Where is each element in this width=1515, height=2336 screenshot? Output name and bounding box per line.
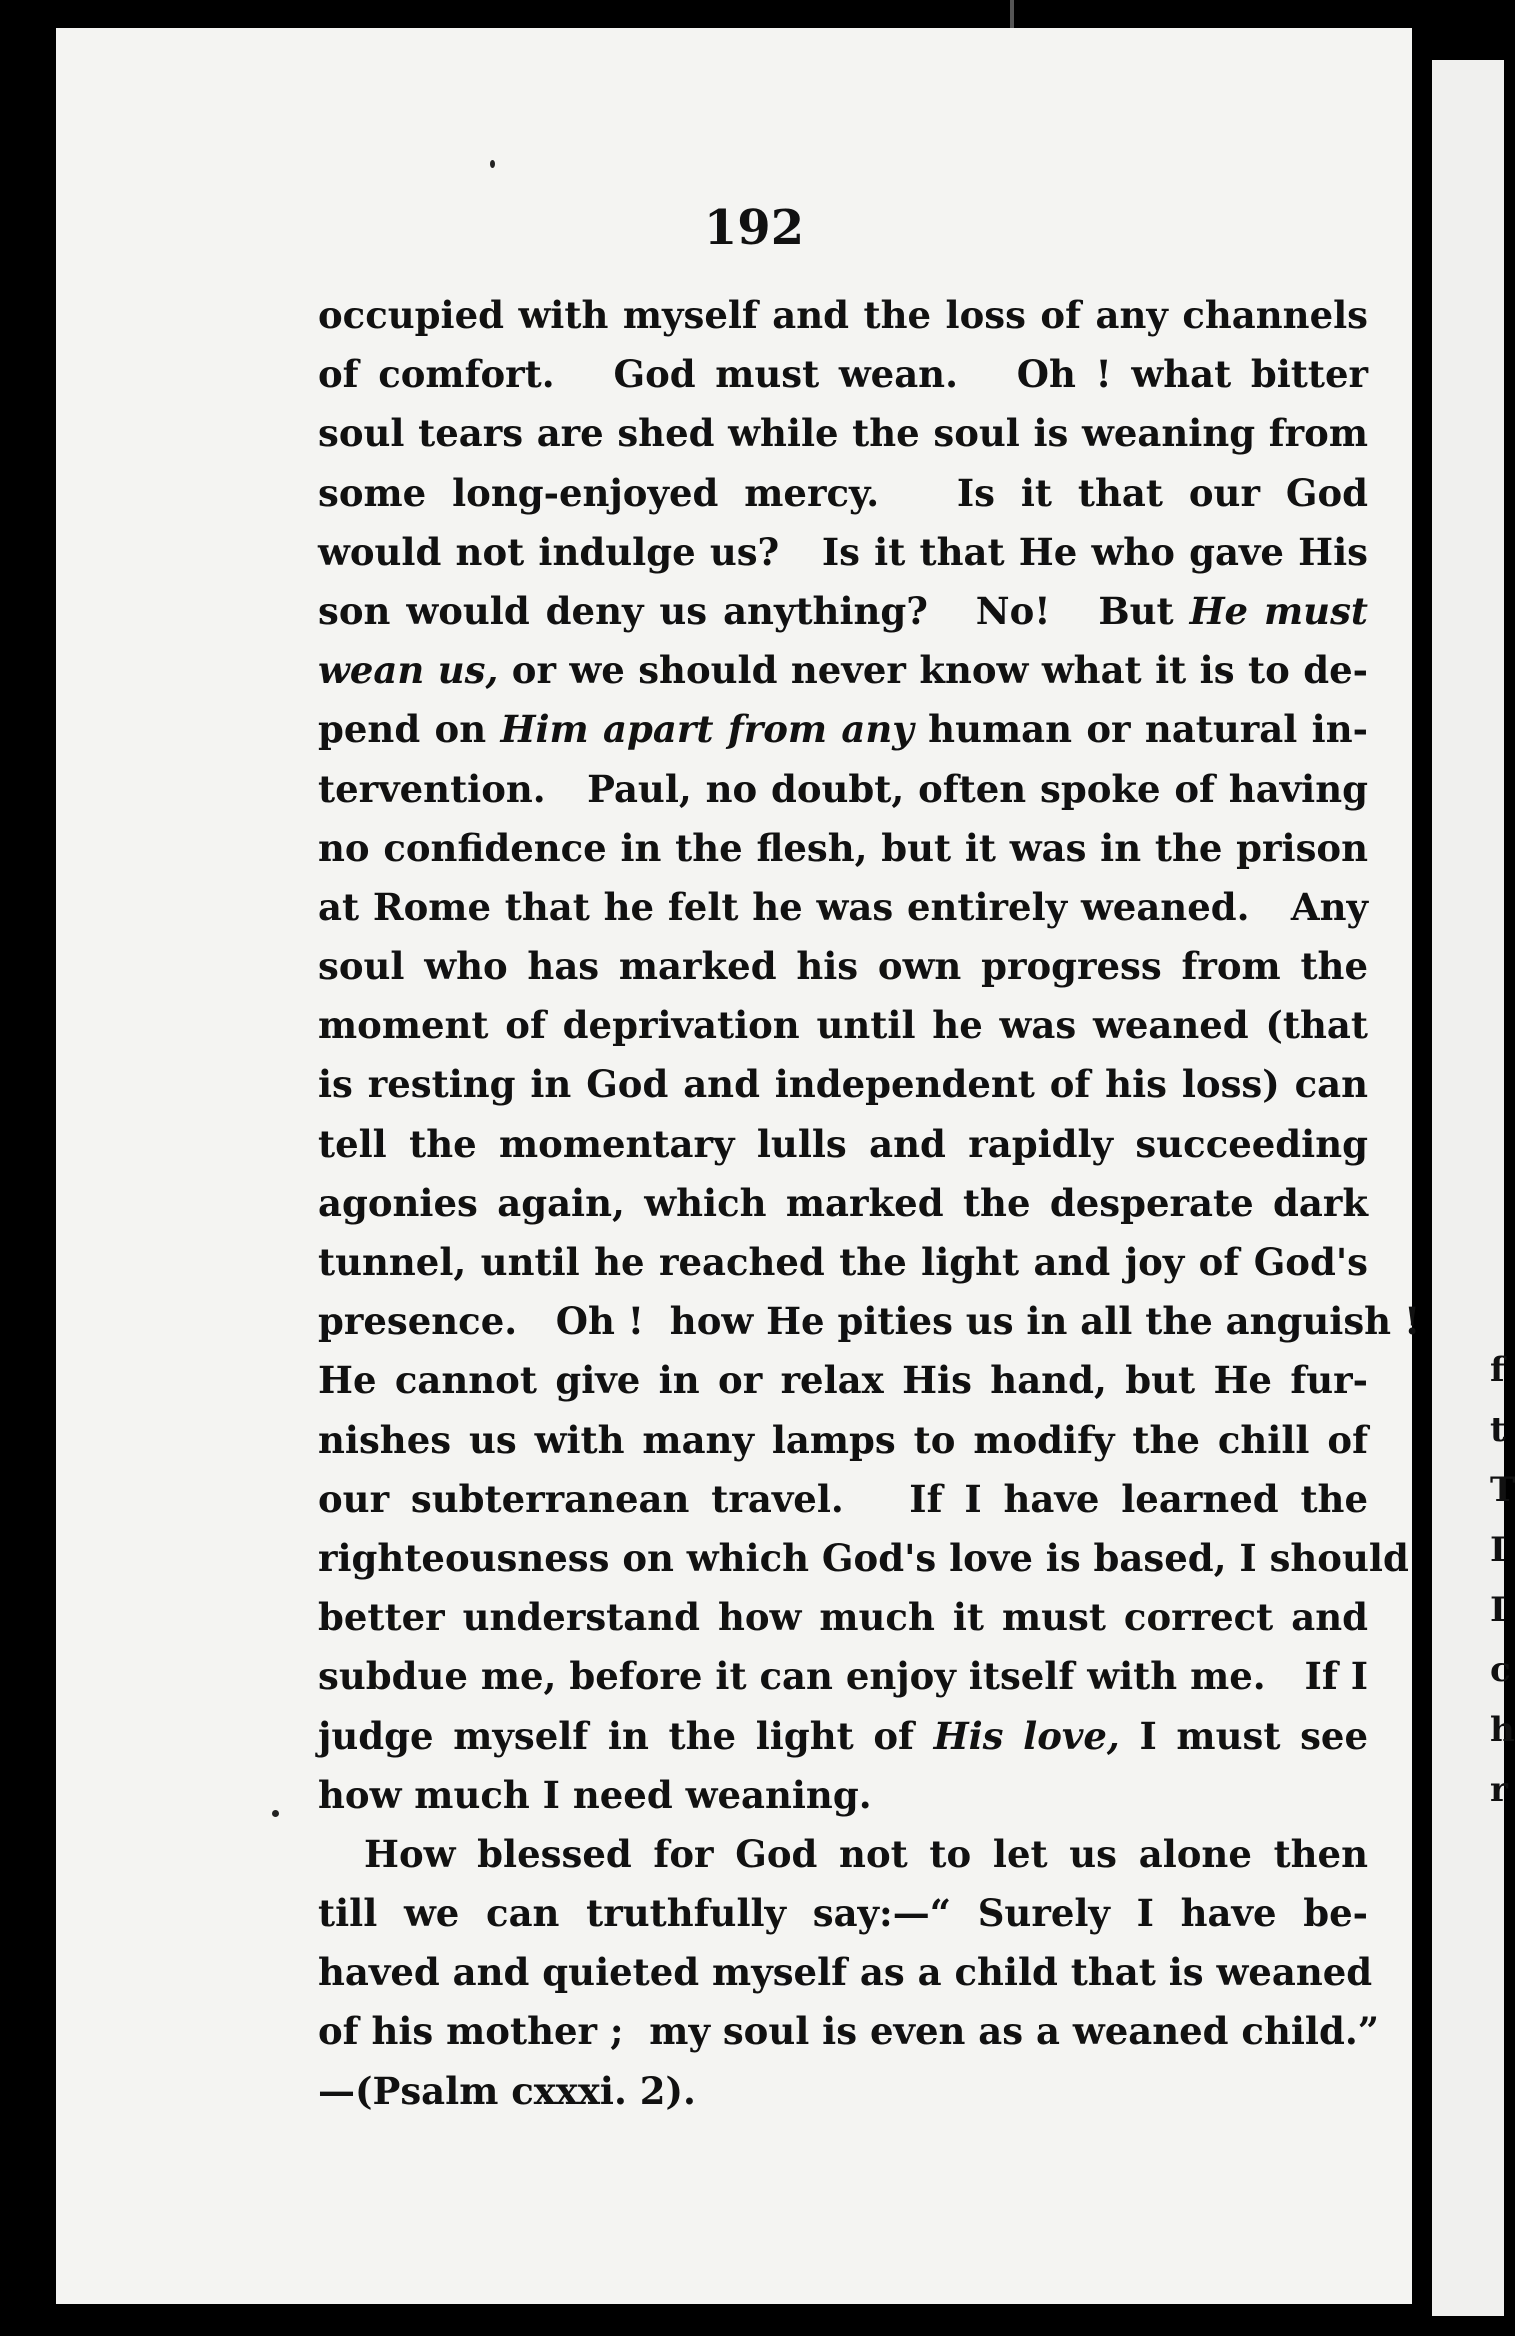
text-segment: tell the momentary lulls and rapidly succeeding (318, 1121, 1368, 1166)
text-line (318, 1233, 1368, 1292)
text-line (318, 641, 1368, 700)
text-segment: occupied with myself and the loss of any channels (318, 293, 1368, 337)
text-line (318, 1351, 1368, 1410)
text-segment: would not indulge us? Is it that He who gave His (318, 529, 1368, 574)
binding-mark (1010, 0, 1014, 30)
text-segment: pend on (318, 707, 501, 752)
text-line (318, 2002, 1379, 2061)
text-segment: tervention. Paul, no doubt, often spoke of having (318, 766, 1368, 811)
adjacent-page-letters: f t T I I c h r (1490, 1350, 1515, 1810)
text-segment: moment of deprivation until he was weaned (that (318, 1003, 1368, 1048)
text-line (318, 1588, 1368, 1647)
text-line (318, 464, 1368, 523)
italic-text-segment: His love, (933, 1713, 1120, 1758)
text-segment: or we should never know what it is to de- (498, 648, 1368, 693)
text-line (318, 1115, 1368, 1174)
text-line (318, 1470, 1368, 1529)
page-number: 192 (703, 200, 805, 256)
text-line (318, 404, 1368, 463)
text-segment: subdue me, before it can enjoy itself with me. If I (318, 1654, 1368, 1699)
book-page (56, 28, 1421, 2304)
text-line (318, 1825, 1368, 1884)
text-line (318, 1529, 1409, 1588)
text-segment: human or natural in- (913, 707, 1368, 752)
adjacent-page-edge (1432, 60, 1515, 2316)
text-line (318, 1055, 1368, 1114)
text-line (318, 1174, 1368, 1233)
text-segment: how much I need weaning. (318, 1772, 872, 1817)
text-segment: better understand how much it must correct and (318, 1595, 1368, 1640)
italic-text-segment: Him apart from any (500, 707, 914, 752)
text-segment: agonies again, which marked the desperate dark (318, 1180, 1368, 1225)
text-segment: tunnel, until he reached the light and joy of God's (318, 1240, 1368, 1284)
text-segment: He cannot give in or relax His hand, but He fur- (318, 1358, 1368, 1403)
text-segment: at Rome that he felt he was entirely weaned. Any (318, 884, 1368, 929)
text-line (318, 2062, 1368, 2121)
italic-text-segment: He must (1189, 588, 1368, 633)
text-line (318, 878, 1368, 937)
text-segment: is resting in God and independent of his loss) can (318, 1062, 1368, 1107)
text-segment: son would deny us anything? No! But (318, 588, 1190, 633)
text-line (318, 760, 1368, 819)
text-line (318, 1292, 1421, 1351)
text-line (318, 1411, 1368, 1470)
text-line (318, 523, 1368, 582)
text-line (318, 345, 1368, 404)
italic-text-segment: wean us, (318, 648, 499, 693)
text-line (318, 1943, 1373, 2002)
text-line (318, 582, 1368, 641)
text-line (318, 937, 1368, 996)
text-line (318, 286, 1368, 345)
text-segment: of his mother ; my soul is even as a weaned child.” (318, 2009, 1379, 2054)
text-segment: of comfort. God must wean. Oh ! what bitter (318, 352, 1368, 397)
text-line (318, 819, 1368, 878)
ink-speck (272, 1810, 279, 1817)
text-line (318, 1707, 1368, 1766)
text-line (318, 1766, 1368, 1825)
text-line (318, 1647, 1368, 1706)
text-line (318, 996, 1368, 1055)
text-segment: some long-enjoyed mercy. Is it that our God (318, 470, 1368, 515)
text-line (318, 700, 1368, 759)
text-segment: presence. Oh ! how He pities us in all the anguish ! (318, 1299, 1421, 1344)
text-segment: our subterranean travel. If I have learned the (318, 1476, 1368, 1521)
text-segment: How blessed for God not to let us alone then (364, 1831, 1368, 1876)
text-segment: till we can truthfully say:—“ Surely I have be- (318, 1891, 1368, 1936)
text-segment: haved and quieted myself as a child that is weaned (318, 1950, 1373, 1995)
text-segment: righteousness on which God's love is based, I should (318, 1535, 1409, 1580)
text-segment: soul who has marked his own progress from the (318, 944, 1368, 989)
text-segment: soul tears are shed while the soul is weaning from (318, 411, 1368, 456)
text-segment: —(Psalm cxxxi. 2). (318, 2068, 696, 2113)
text-segment: I must see (1119, 1713, 1368, 1758)
text-segment: no confidence in the flesh, but it was in the prison (318, 825, 1368, 870)
page-body-text (318, 286, 1421, 2121)
text-segment: judge myself in the light of (318, 1713, 934, 1758)
ink-speck (490, 160, 495, 168)
text-segment: nishes us with many lamps to modify the chill of (318, 1417, 1368, 1462)
text-line (318, 1884, 1368, 1943)
